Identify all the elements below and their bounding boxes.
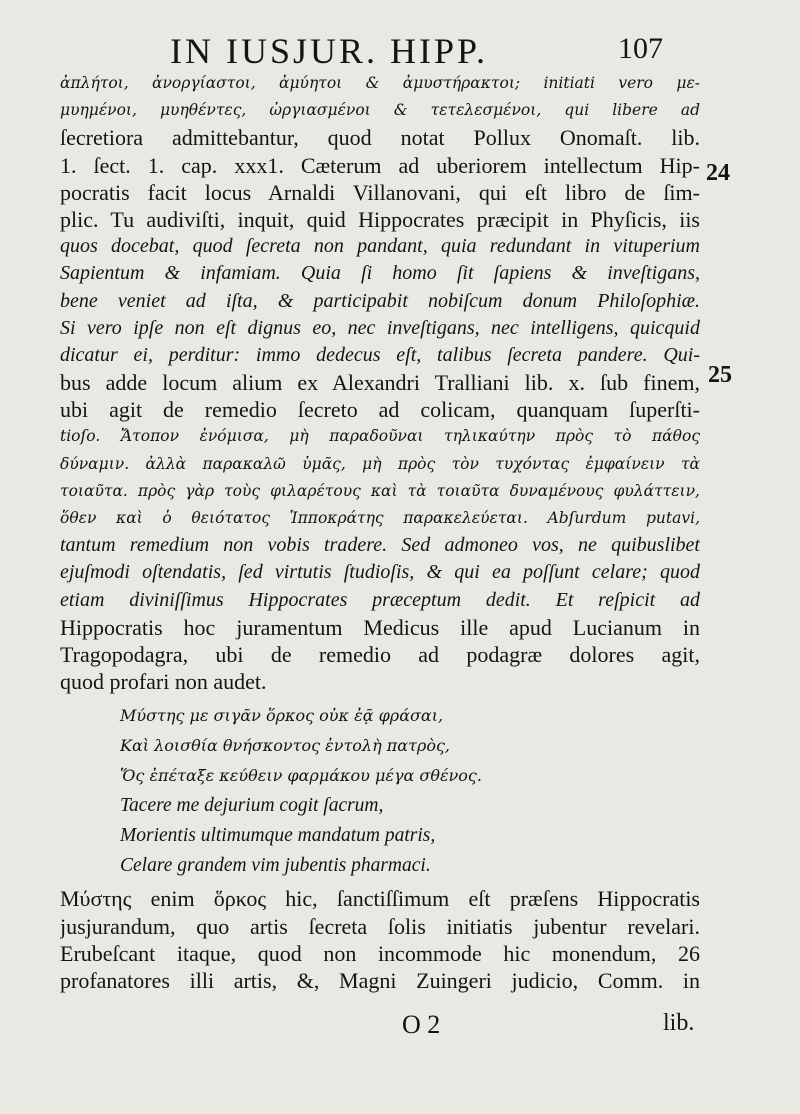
text-line-12: bus adde locum alium ex Alexandri Tralliani lib. x. ſub finem, <box>60 370 700 396</box>
text-line-22: Tragopodagra, ubi de remedio ad podagræ dolores agit, <box>60 641 700 667</box>
text-line-16: τοιαῦτα. πρὸς γὰρ τοὺς φιλαρέτους καὶ τὰ τοιαῦτα δυναμένους φυλάττειν, <box>60 481 700 500</box>
closing-line-2: jusjurandum, quo artis ſecreta ſolis initiatis jubentur revelari. <box>60 913 700 939</box>
closing-line-1: Μύστης enim ὅρκος hic, ſanctiſſimum eſt præſens Hippocratis <box>60 886 700 912</box>
text-line-19: ejuſmodi oſtendatis, ſed virtutis ſtudioſis, & qui ea poſſunt celare; quod <box>60 561 700 584</box>
main-text <box>60 70 700 994</box>
text-line-4: 1. ſect. 1. cap. xxx1. Cæterum ad uberiorem intellectum Hip- <box>60 152 700 178</box>
text-line-21: Hippocratis hoc juramentum Medicus ille apud Lucianum in <box>60 614 700 640</box>
signature-mark: O 2 <box>402 1010 441 1039</box>
text-line-11: dicatur ei, perditur: immo dedecus eſt, talibus ſecreta pandere. Qui- <box>60 343 700 366</box>
closing-paragraph <box>60 885 700 994</box>
text-line-17: ὅθεν καὶ ὁ θειότατος Ἱπποκράτης παρακελεύεται. Abſurdum putavi, <box>60 509 700 527</box>
verse-block <box>60 701 700 881</box>
closing-line-4: profanatores illi artis, &, Magni Zuingeri judicio, Comm. in <box>60 967 700 993</box>
page-header <box>0 30 800 70</box>
text-line-1: ἀπλήτοι, ἀνοργίαστοι, ἀμύητοι & ἀμυστήρακτοι; initiati vero με- <box>60 74 700 92</box>
text-line-9: bene veniet ad iſta, & participabit nobiſcum donum Philoſophiæ. <box>60 289 700 312</box>
text-line-3: ſecretiora admittebantur, quod notat Pollux Onomaſt. lib. <box>60 125 700 151</box>
greek-verse-line-2: Καὶ λοισθία θνήσκοντος ἐντολὴ πατρὸς, <box>120 736 450 756</box>
closing-line-3: Erubeſcant itaque, quod non incommode hic monendum, 26 <box>60 940 700 966</box>
running-head: IN IUSJUR. HIPP. <box>170 31 489 71</box>
latin-verse-line-1: Tacere me dejurium cogit ſacrum, <box>120 795 384 817</box>
margin-number-25: 25 <box>708 362 732 388</box>
margin-number-24: 24 <box>706 160 730 186</box>
text-line-2: μυημένοι, μυηθέντες, ὠργιασμένοι & τετελεσμένοι, qui libere ad <box>60 101 700 120</box>
text-line-20: etiam diviniſſimus Hippocrates præceptum dedit. Et reſpicit ad <box>60 588 700 611</box>
text-line-18: tantum remedium non vobis tradere. Sed admoneo vos, ne quibuslibet <box>60 534 700 557</box>
text-line-15: δύναμιν. ἀλλὰ παρακαλῶ ὑμᾶς, μὴ πρὸς τὸν τυχόντας ἐμφαίνειν τὰ <box>60 454 700 473</box>
text-line-13: ubi agit de remedio ſecreto ad colicam, quanquam ſuperſti- <box>60 397 700 423</box>
page-footer <box>0 1010 800 1040</box>
page-number: 107 <box>618 32 663 65</box>
greek-verse-line-3: Ὅς ἐπέταξε κεύθειν φαρμάκου μέγα σθένος. <box>120 766 482 786</box>
latin-verse-line-3: Celare grandem vim jubentis pharmaci. <box>120 855 431 877</box>
latin-verse-line-2: Morientis ultimumque mandatum patris, <box>120 825 436 847</box>
text-line-14: tioſo. Ἄτοπον ἐνόμισα, μὴ παραδοῦναι τηλικαύτην πρὸς τὸ πάθος <box>60 427 700 446</box>
text-line-7: quos docebat, quod ſecreta non pandant, quia redundant in vituperium <box>60 235 700 258</box>
catchword: lib. <box>663 1010 695 1036</box>
text-line-6: plic. Tu audiviſti, inquit, quid Hippocrates præcipit in Phyſicis, iis <box>60 206 700 232</box>
text-line-23: quod profari non audet. <box>60 669 267 695</box>
text-line-10: Si vero ipſe non eſt dignus eo, nec inveſtigans, nec intelligens, quicquid <box>60 316 700 339</box>
greek-verse-line-1: Μύστης με σιγᾶν ὅρκος οὐκ ἐᾷ φράσαι, <box>120 706 444 726</box>
text-line-5: pocratis facit locus Arnaldi Villanovani, qui eſt libro de ſim- <box>60 179 700 205</box>
text-line-8: Sapientum & infamiam. Quia ſi homo ſit ſapiens & inveſtigans, <box>60 262 700 285</box>
